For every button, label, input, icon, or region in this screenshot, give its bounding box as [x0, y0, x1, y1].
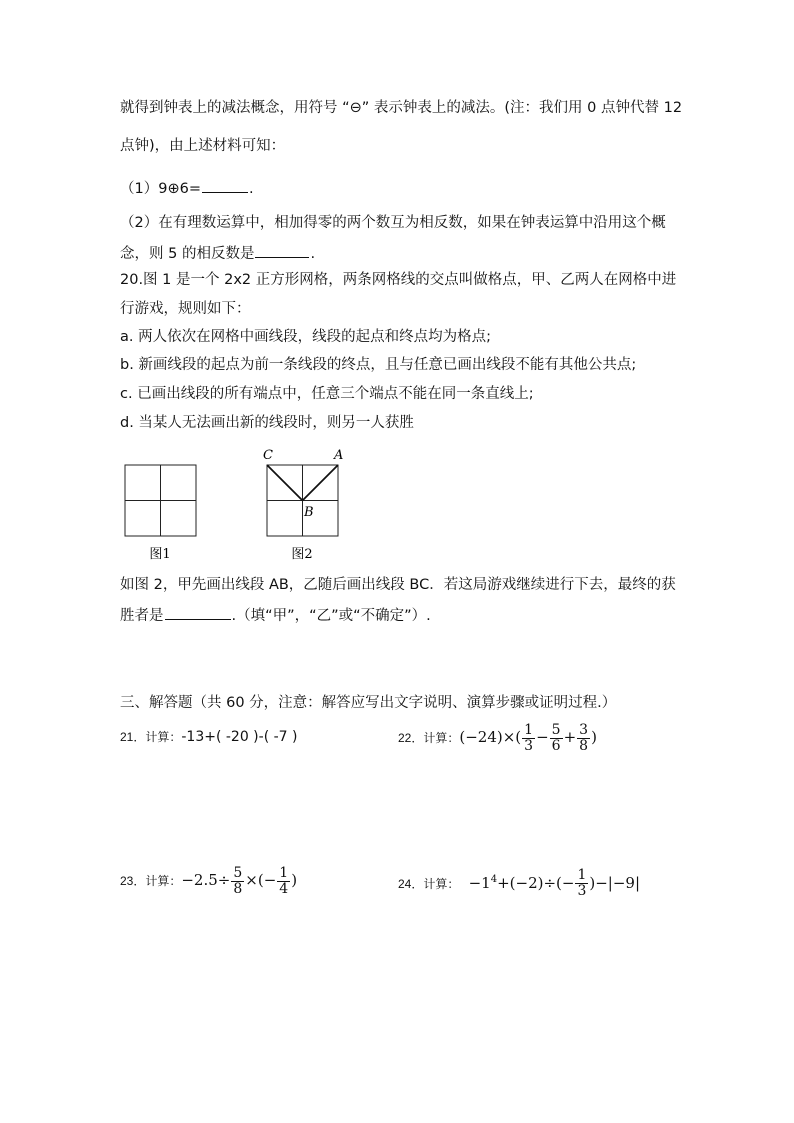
p20-question-suffix: .（填“甲”，“乙”或“不确定”）. — [231, 608, 431, 624]
p19-q2-line2 — [120, 243, 315, 264]
figure-1-grid — [125, 465, 196, 536]
p20-rule-b: b. 新画线段的起点为前一条线段的终点，且与任意已画出线段不能有其他公共点; — [120, 357, 637, 373]
answer-blank — [202, 178, 248, 193]
segment-ab — [303, 465, 339, 501]
p19-line1: 就得到钟表上的减法概念，用符号 “⊖” 表示钟表上的减法。(注：我们用 0 点钟代替 12 — [120, 100, 683, 116]
q22-op: − — [536, 728, 549, 746]
section-3-heading: 三、解答题（共 60 分，注意：解答应写出文字说明、演算步骤或证明过程.） — [120, 695, 617, 711]
q22-fraction-3: $\frac{3}{8}$ — [579, 721, 589, 754]
p19-q2-text: 念，则 5 的相反数是 — [120, 246, 255, 262]
q24-part: −1 — [468, 873, 491, 892]
p19-q1-text: （1）9⊕6= — [120, 181, 201, 197]
q24-label: 24．计算： — [398, 876, 460, 891]
p19-q2-line1: （2）在有理数运算中，相加得零的两个数互为相反数，如果在钟表运算中沿用这个概 — [120, 215, 666, 231]
p20-rule-d: d. 当某人无法画出新的线段时，则另一人获胜 — [120, 415, 414, 431]
q22-fraction-1: $\frac{1}{3}$ — [524, 721, 534, 754]
q23-part: −2.5÷ — [181, 871, 231, 889]
segment-bc — [267, 465, 303, 501]
q22-part: ) — [591, 728, 597, 746]
question-24 — [398, 862, 640, 902]
q24-part: )−|−9| — [589, 873, 641, 892]
point-c-label: C — [263, 448, 273, 463]
p20-question-line2 — [120, 605, 431, 626]
q23-fraction-2: $\frac{1}{4}$ — [279, 864, 289, 897]
point-a-label: A — [334, 448, 344, 463]
q23-part: ) — [291, 871, 298, 889]
p20-rule-a: a. 两人依次在网格中画线段，线段的起点和终点均为格点; — [120, 329, 491, 345]
p19-q1-suffix: . — [248, 181, 254, 197]
grid-figures — [118, 444, 358, 569]
p19-line2: 点钟)，由上述材料可知： — [120, 138, 286, 154]
answer-blank — [255, 243, 309, 258]
q21-expression: -13+( -20 )-( -7 ) — [181, 729, 298, 745]
question-23 — [120, 862, 297, 899]
p20-line1: 20.图 1 是一个 2x2 正方形网格，两条网格线的交点叫做格点，甲、乙两人在网格中进 — [120, 272, 677, 288]
q24-part: +(−2)÷(− — [497, 873, 575, 892]
q22-label: 22．计算： — [398, 731, 460, 745]
q22-op: + — [563, 728, 577, 746]
p20-line2: 行游戏，规则如下： — [120, 301, 251, 317]
answer-blank — [165, 605, 231, 620]
q23-label: 23．计算： — [120, 874, 182, 888]
p19-q2-suffix: . — [310, 246, 316, 262]
q23-part: ×(− — [245, 871, 277, 889]
p20-rule-c: c. 已画出线段的所有端点中，任意三个端点不能在同一条直线上; — [120, 386, 534, 402]
question-21 — [120, 727, 297, 747]
p20-question-text: 胜者是 — [120, 608, 164, 624]
question-22 — [398, 719, 597, 756]
q21-label: 21．计算： — [120, 730, 182, 744]
q24-exponent: 4 — [490, 874, 498, 885]
q23-fraction-1: $\frac{5}{8}$ — [233, 864, 243, 897]
figure-1-caption: 图1 — [149, 547, 171, 562]
q24-fraction-1: $\frac{1}{3}$ — [577, 867, 587, 900]
point-b-label: B — [304, 505, 314, 520]
q22-part: (−24)×( — [459, 728, 522, 746]
p19-q1 — [120, 178, 254, 199]
p20-question-line1: 如图 2，甲先画出线段 AB，乙随后画出线段 BC．若这局游戏继续进行下去，最终的获 — [120, 577, 676, 593]
figure-2-caption: 图2 — [291, 547, 313, 562]
q22-fraction-2: $\frac{5}{6}$ — [551, 721, 561, 754]
